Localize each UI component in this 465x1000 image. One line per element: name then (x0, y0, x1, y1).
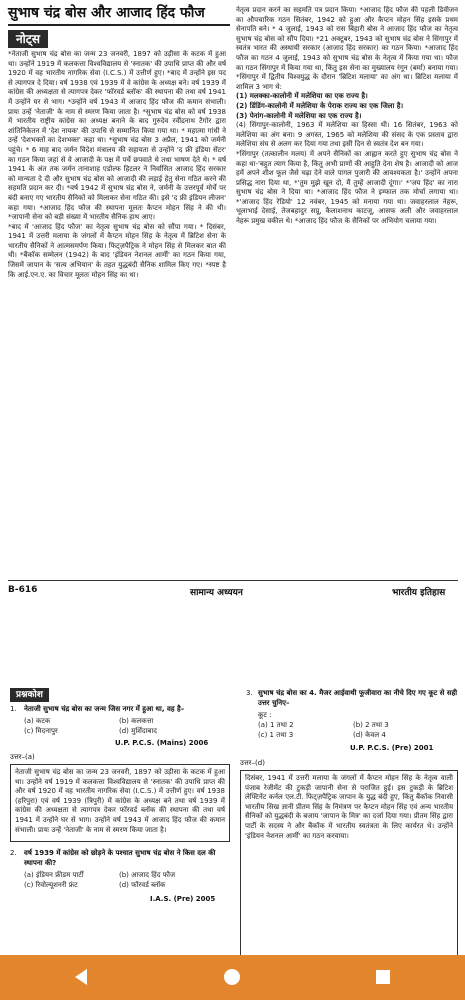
title-underline (8, 24, 230, 26)
q1-explanation-box: नेताजी सुभाष चंद्र बोस का जन्म 23 जनवरी, 1897 को उड़ीसा के कटक में हुआ था। उन्होंने वर्ष 1919 में कलकत्ता विश्वविद्यालय से 'स्नातक' की उपाधि प्राप्त की और वर्ष 1920 में वह भारतीय नागरिक सेवा (I.C.S.) में उत्तीर्ण हुए। वर्ष 1938 (हरिपुरा) एवं वर्ष 1939 (त्रिपुरी) में कांग्रेस के अध्यक्ष बने तथा वर्ष 1939 में कांग्रेस की अध्यक्षता से त्यागपत्र देकर फॉरवर्ड ब्लॉक की स्थापना की तथा वर्ष 1941 में उन्होंने घर से भाग। उन्होंने वर्ष 1943 में आजाद हिंद फौज की कमान संभाली। प्रायः उन्हें 'नेताजी' के नाम से स्मरण किया जाता है। (10, 764, 230, 842)
q3-answer: उत्तर–(d) (240, 759, 265, 767)
q2-option-b: (b) आजाद हिंद फौज (119, 871, 176, 879)
q2-text: वर्ष 1939 में कांग्रेस को छोड़ने के पश्चात सुभाष चंद्र बोस ने किस दल की स्थापना की? (24, 849, 216, 867)
back-triangle-icon[interactable] (72, 967, 92, 987)
q3-options (258, 720, 458, 740)
notes-label: नोट्स (8, 30, 48, 48)
left-column-para-1: *नेताजी सुभाष चंद्र बोस का जन्म 23 जनवरी, 1897 को उड़ीसा के कटक में हुआ था। उन्होंने 1919 में कलकत्ता विश्वविद्यालय से 'स्नातक' की उपाधि प्राप्त की और वर्ष 1920 में वह भारतीय नागरिक सेवा (I.C.S.) में उत्तीर्ण हुए। *बाद में उन्होंने इस पद से त्यागपत्र दे दिया। वर्ष 1938 एवं 1939 में वे कांग्रेस के अध्यक्ष बने। वर्ष 1939 में कांग्रेस की अध्यक्षता से त्यागपत्र देकर 'फॉरवर्ड ब्लॉक' की स्थापना की तथा वर्ष 1941 में उन्होंने घर से भाग। *उन्होंने वर्ष 1943 में आजाद हिंद फौज की कमान संभाली। प्रायः उन्हें 'नेताजी' के नाम से स्मरण किया जाता है। *सुभाष चंद्र बोस को वर्ष 1938 में भारतीय राष्ट्रीय कांग्रेस का अध्यक्ष बनाने के बाद गुरुदेव रवींद्रनाथ टैगोर द्वारा शांतिनिकेतन में 'देश नायक' की उपाधि से सम्मानित किया गया था। * महात्मा गांधी ने उन्हें 'देशभक्तों का देशभक्त' कहा था। *सुभाष चंद्र बोस 3 अप्रैल, 1941 को जर्मनी पहुंचे। * 6 माह बाद जर्मन विदेश मंत्रालय की सहायता से उन्होंने 'द फ्री इंडिया सेंटर' का गठन किया जहां से वे आजादी के पक्ष में पर्चे छपवाते थे तथा भाषण देते थे। * वर्ष 1941 के अंत तक जर्मन तानाशाह एडोल्फ हिटलर ने निर्वासित आजाद हिंद सरकार को मान्यता दे दी और सुभाष चंद्र बोस को आजादी की लड़ाई हेतु सेना गठित करने की सहमति प्रदान कर दी। *वर्ष 1942 में सुभाष चंद्र बोस ने, जर्मनी के उत्तरपूर्व मोर्चे पर बंदी बनाए गए भारतीय सैनिकों को मिलाकर सेना गठित की। इसे 'द फ्री इंडियन लीजन' कहा गया। *आजाद हिंद फौज की स्थापना मूलतः कैप्टन मोहन सिंह ने की थी। *जापानी सेना को बड़ी संख्या में भारतीय सैनिक हाथ आए। (8, 50, 226, 222)
q1-option-b: (b) कलकत्ता (119, 717, 154, 725)
q3-option-d: (d) केवल 4 (353, 731, 386, 739)
q2-options (24, 870, 229, 890)
page-two (0, 670, 465, 955)
page-gap (0, 608, 465, 670)
right-column-list-1: (1) मलक्का-कालोनी में मलेशिया का एक राज्य है। (236, 92, 368, 101)
right-column-para-2: *सिंगापुर (तत्कालीन मलय) में अपने सैनिकों का आह्वान करते हुए सुभाष चंद्र बोस ने कहा था-'बहुत त्याग किया है, किंतु अभी प्राणों की आहुति देना शेष है। आजादी को आज हमें अपने शीश फूल जैसे चढ़ा देने वाले पागल पुजारी की आवश्यकता है।' उन्होंने अपना प्रसिद्ध नारा दिया था, *'तुम मुझे खून दो, मैं तुम्हें आजादी दूंगा।' *'जय हिंद' का नारा सुभाष चंद्र बोस ने दिया था। *आजाद हिंद फौज ने इम्फाल तक मोर्चा लगाया था। *'आजाद हिंद रेडियो' 12 नवंबर, 1945 को मनाया गया था। जवाहरलाल नेहरू, भूलाभाई देसाई, तेजबहादुर सप्रू, कैलाशनाथ काटजू, आसफ अली और जवाहरलाल नेहरू प्रमुख वकील थे। *आजाद हिंद फौज के सैनिकों पर अभियोग चलाया गया। (236, 149, 458, 226)
footer-rule (8, 580, 458, 581)
q1-answer: उत्तर–(a) (10, 753, 35, 761)
left-column-para-2: *बाद में 'आजाद हिंद फौज' का नेतृत्व सुभाष चंद्र बोस को सौंपा गया। * दिसंबर, 1941 में उत्तरी मलाया के जंगलों में कैप्टन मोहन सिंह के नेतृत्व में ब्रिटिश सेना के भारतीय सैनिकों ने आत्मसमर्पण किया। फिट्ज़पैट्रिक ने मोहन सिंह से मिलकर बात की थी। *बैंकॉक सम्मेलन (1942) के बाद 'इंडियन नेशनल आर्मी' का गठन किया गया, जिसमें जापान के 'सत्य अभियान' के तहत युद्धबंदी सैनिक शामिल किए गए। *स्पष्ट है कि आई.एन.ए. का विचार मूलतः मोहन सिंह का था। (8, 222, 226, 279)
q3-code-label: कूट : (258, 711, 272, 719)
page-title: सुभाष चंद्र बोस और आजाद हिंद फौज (8, 5, 205, 21)
q1-option-c: (c) मिदनापुर (24, 727, 58, 735)
q3-text: सुभाष चंद्र बोस का 4. मैजर आईवाथी फूजीवारा का नीचे दिए गए कूट से सही उत्तर चुनिए– (258, 689, 458, 707)
q3-explanation-box: दिसंबर, 1941 में उत्तरी मलाया के जंगलों में कैप्टन मोहन सिंह के नेतृत्व वाली पंजाब रेजीमेंट की टुकड़ी जापानी सेना से पराजित हुई। इस टुकड़ी के ब्रिटिश लेफ्टिनेंट कर्नल एल.टी. फिट्ज़पैट्रिक जापान के युद्ध बंदी हुए, किंतु बैंकॉक निवासी भारतीय सिख ज्ञानी प्रीतम सिंह के निमंत्रण पर कैप्टन मोहन सिंह एवं अन्य भारतीय सैनिकों को युद्धबंदी के बजाय 'जापान के मित्र' का दर्जा दिया गया। प्रीतम सिंह द्वारा पार्टी के सदस्य ने और बैंकॉक में भारतीय स्वतंत्रता के लिए कार्यरत थे। उन्होंने 'इंडियन नेशनल आर्मी' का गठन करवाया। (240, 770, 458, 955)
right-column-list-3: (3) पेनांग-कालोनी में मलेशिया का एक राज्य है। (236, 111, 362, 120)
q3-number: 3. (246, 689, 253, 697)
q2-option-d: (d) फॉरवर्ड ब्लॉक (119, 881, 166, 889)
q1-source: U.P. P.C.S. (Mains) 2006 (115, 739, 209, 747)
prashnakosh-label: प्रश्नकोश (10, 688, 49, 702)
q1-number: 1. (10, 705, 17, 713)
q3-option-c: (c) 1 तथा 3 (258, 731, 294, 739)
q1-options (24, 716, 229, 736)
q2-option-a: (a) इंडियन फ्रीडम पार्टी (24, 871, 84, 879)
footer-center: सामान्य अध्ययन (190, 588, 243, 598)
q1-option-a: (a) कटक (24, 717, 51, 725)
footer-right: भारतीय इतिहास (392, 588, 446, 598)
left-column (8, 50, 226, 575)
q3-source: U.P. P.C.S. (Pre) 2001 (350, 744, 434, 752)
q1-text: नेताजी सुभाष चंद्र बोस का जन्म जिस नगर में हुआ था, वह है– (24, 705, 185, 713)
recent-square-icon[interactable] (373, 967, 393, 987)
q3-option-a: (a) 1 तथा 2 (258, 721, 294, 729)
q1-option-d: (d) मुर्शिदाबाद (119, 727, 157, 735)
android-nav-bar (0, 955, 465, 1000)
q3-option-b: (b) 2 तथा 3 (353, 721, 389, 729)
q2-option-c: (c) रिवोल्यूशनरी फ्रंट (24, 881, 78, 889)
q2-source: I.A.S. (Pre) 2005 (150, 895, 216, 903)
page-number: B-616 (8, 585, 38, 595)
q2-number: 2. (10, 849, 17, 857)
right-column (236, 6, 458, 575)
home-circle-icon[interactable] (222, 967, 242, 987)
right-column-list-4: (4) सिंगापुर-कालोनी, 1963 में मलेशिया का हिस्सा थी। 16 सितंबर, 1963 को मलेशिया का अंग बना। 9 अगस्त, 1965 को मलेशिया की संसद के एक प्रस्ताव द्वारा मलेशिया संघ से अलग कर दिया गया तथा इसी दिन से स्वतंत्र देश बन गया। (236, 121, 458, 149)
right-column-para-1: नेतृत्व प्रदान करने का सहमति पत्र प्रदान किया। *आजाद हिंद फौज की पहली डिवीजन का औपचारिक गठन सितंबर, 1942 को हुआ और कैप्टन मोहन सिंह इसके प्रथम सेनापति बने। * 4 जुलाई, 1943 को रास बिहारी बोस ने आजाद हिंद फौज का नेतृत्व सुभाष चंद्र बोस को सौंप दिया। *21 अक्टूबर, 1943 को सुभाष चंद्र बोस ने सिंगापुर में स्वतंत्र भारत की अस्थायी सरकार (आजाद हिंद सरकार) का गठन किया। *आजाद हिंद फौज का गठन 4 जुलाई, 1943 को सुभाष चंद्र बोस के नेतृत्व में किया गया था। फौज का गठन सिंगापुर में किया गया था, किंतु इस सेना का मुख्यालय रंगून (बर्मा) बनाया गया। *सिंगापुर में द्वितीय विश्वयुद्ध के दौरान 'ब्रिटिश मलाया' का अंग था। ब्रिटिश मलाया में शामिल 3 भाग थे: (236, 6, 458, 91)
right-column-list-2: (2) डिंडिंग-कालोनी में मलेशिया के पेराक राज्य का एक जिला है। (236, 101, 404, 110)
